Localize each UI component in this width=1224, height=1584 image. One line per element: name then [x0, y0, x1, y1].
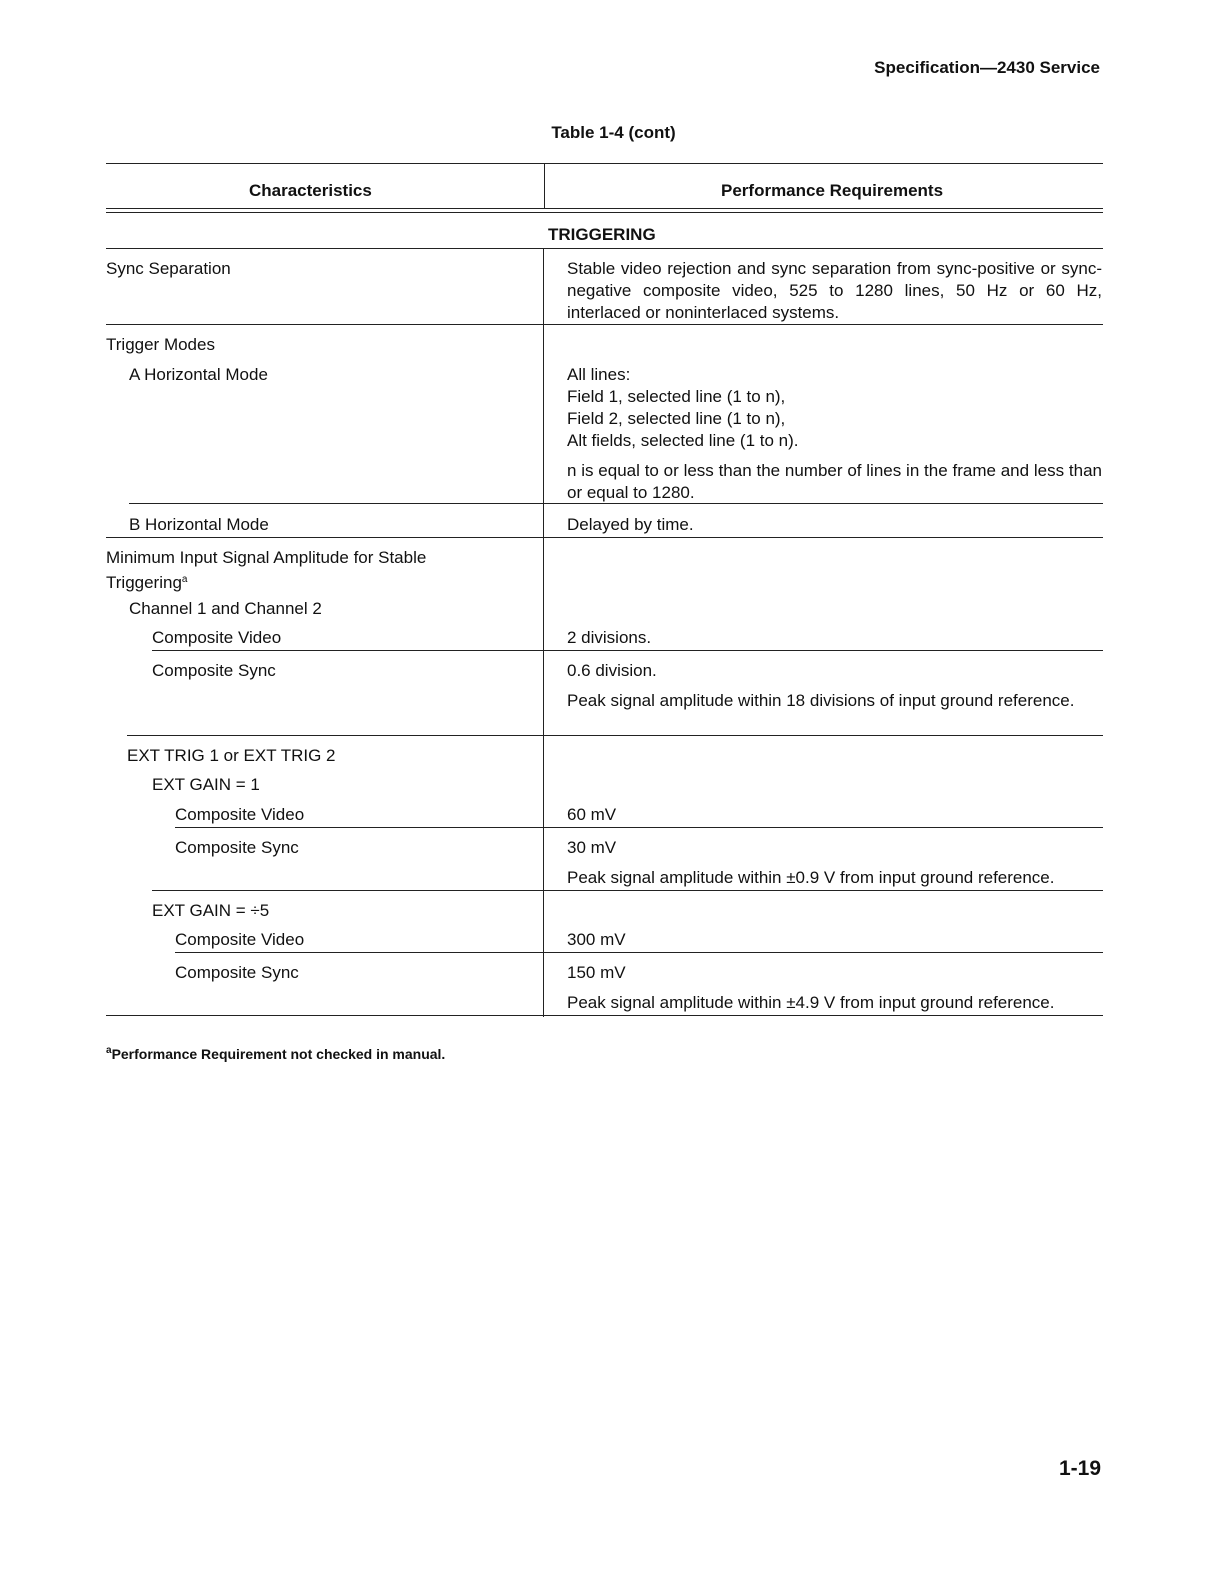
rule-table-bottom	[106, 1015, 1103, 1016]
ch-composite-video-label: Composite Video	[152, 628, 282, 647]
channel-1-2-label: Channel 1 and Channel 2	[129, 599, 322, 618]
gain5-composite-sync-label: Composite Sync	[175, 963, 299, 982]
header-characteristics: Characteristics	[249, 181, 372, 200]
rule-row	[175, 952, 1103, 953]
footnote-text: Performance Requirement not checked in manual.	[111, 1046, 446, 1062]
gain1-composite-video-value: 60 mV	[567, 805, 617, 824]
a-horizontal-line: All lines:	[567, 365, 631, 384]
ch-composite-video-value: 2 divisions.	[567, 628, 652, 647]
footnote-mark: a	[106, 1045, 112, 1056]
rule-row	[106, 537, 1103, 538]
rule-row	[106, 324, 1103, 325]
ch-composite-sync-note: Peak signal amplitude within 18 divisions of input ground reference.	[567, 691, 1075, 710]
rule-row	[152, 890, 1103, 891]
gain5-composite-video-value: 300 mV	[567, 930, 626, 949]
gain5-composite-video-label: Composite Video	[175, 930, 305, 949]
min-input-label-text: Triggering	[106, 573, 182, 592]
rule-header-divider	[544, 164, 545, 209]
rule-section	[106, 248, 1103, 249]
footnote-marker: a	[181, 574, 188, 585]
b-horizontal-requirement: Delayed by time.	[567, 515, 694, 534]
min-input-label-line1: Minimum Input Signal Amplitude for Stable	[106, 548, 427, 567]
sync-separation-label: Sync Separation	[106, 259, 231, 278]
rule-top	[106, 163, 1103, 164]
rule-header-bottom-1	[106, 208, 1103, 209]
sync-separation-requirement: Stable video rejection and sync separation from sync-positive or sync-negative composite video, 525 to 1280 lines, 50 Hz or 60 Hz, interlaced or noninterlaced systems.	[567, 259, 1102, 322]
table-title	[0, 123, 1224, 143]
b-horizontal-mode-label: B Horizontal Mode	[129, 515, 269, 534]
ch-composite-sync-label: Composite Sync	[152, 661, 276, 680]
ext-gain-1-label: EXT GAIN = 1	[152, 775, 260, 794]
page-number: 1-19	[1058, 1457, 1101, 1480]
ch-composite-sync-value: 0.6 division.	[567, 661, 657, 680]
trigger-modes-label: Trigger Modes	[106, 335, 215, 354]
a-horizontal-line: Alt fields, selected line (1 to n).	[567, 431, 799, 450]
gain1-composite-video-label: Composite Video	[175, 805, 305, 824]
min-input-label-line2	[106, 569, 187, 594]
gain5-composite-sync-value: 150 mV	[567, 963, 626, 982]
rule-row	[127, 735, 1103, 736]
section-triggering: TRIGGERING	[548, 225, 656, 244]
header-performance: Performance Requirements	[721, 181, 944, 200]
rule-row	[175, 827, 1103, 828]
gain1-composite-sync-value: 30 mV	[567, 838, 617, 857]
gain1-composite-sync-label: Composite Sync	[175, 838, 299, 857]
rule-row	[152, 650, 1103, 651]
a-horizontal-line: Field 2, selected line (1 to n),	[567, 409, 786, 428]
rule-column-divider	[543, 249, 544, 1017]
running-head: Specification—2430 Service	[874, 58, 1100, 77]
a-horizontal-mode-label: A Horizontal Mode	[129, 365, 268, 384]
ext-gain-5-label: EXT GAIN = ÷5	[152, 901, 270, 920]
ext-trig-label: EXT TRIG 1 or EXT TRIG 2	[127, 746, 336, 765]
a-horizontal-note: n is equal to or less than the number of lines in the frame and less than or equal to 1280.	[567, 461, 1102, 502]
footnote	[106, 1045, 445, 1062]
a-horizontal-line: Field 1, selected line (1 to n),	[567, 387, 786, 406]
rule-header-bottom-2	[106, 212, 1103, 213]
table-title-text: Table 1-4 (cont)	[551, 123, 676, 142]
gain1-composite-sync-note: Peak signal amplitude within ±0.9 V from input ground reference.	[567, 868, 1055, 887]
gain5-composite-sync-note: Peak signal amplitude within ±4.9 V from input ground reference.	[567, 993, 1055, 1012]
